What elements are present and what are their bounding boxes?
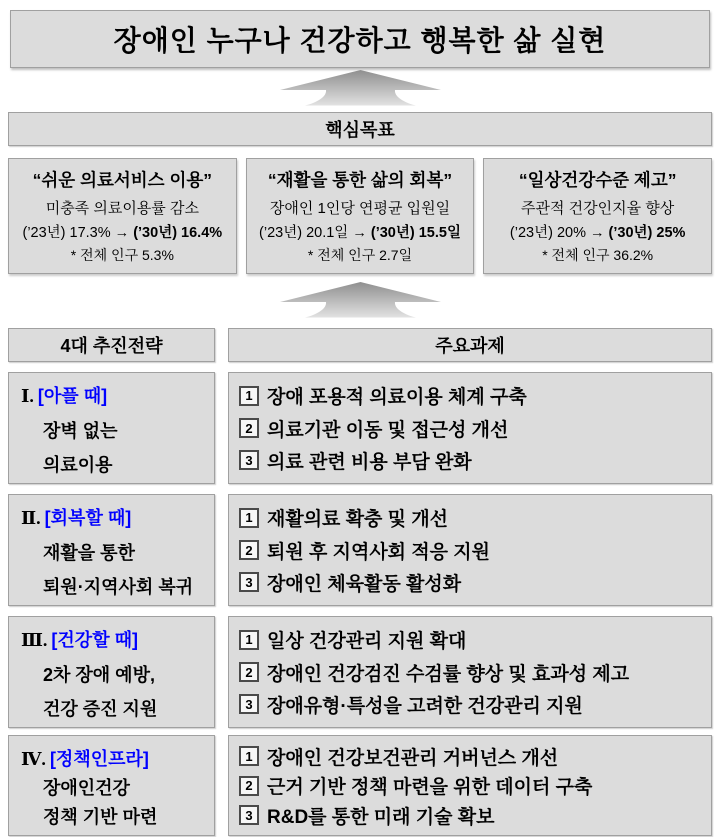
goal-subtitle: 장애인 1인당 연평균 입원일 (269, 200, 451, 217)
task-item (239, 537, 705, 564)
task-text: 의료기관 이동 및 접근성 개선 (267, 419, 509, 441)
task-text: 장애인 체육활동 활성화 (267, 573, 462, 595)
strategy-numeral: Ⅳ. (21, 749, 46, 769)
vision-title-box (10, 10, 710, 68)
strategy-desc: 퇴원·지역사회 복귀 (43, 577, 194, 597)
task-number-badge: 3 (239, 450, 259, 470)
goal-card-rehabilitation (246, 158, 475, 274)
strategy-head (21, 504, 210, 530)
task-item (239, 691, 705, 718)
strategy-card-3 (8, 616, 215, 728)
strategy-row-2 (8, 494, 712, 606)
goal-title: “재활을 통한 삶의 회복” (267, 170, 453, 190)
goal-note: * 전체 인구 5.3% (70, 247, 174, 263)
goal-card-daily-health (483, 158, 712, 274)
strategy-numeral: Ⅲ. (21, 630, 48, 650)
task-number-badge: 3 (239, 805, 259, 825)
strategy-tag: [정책인프라] (49, 749, 149, 769)
task-number-badge: 3 (239, 694, 259, 714)
strategy-card-2 (8, 494, 215, 606)
strategy-head (21, 745, 210, 771)
strategy-numeral: Ⅰ. (21, 386, 34, 406)
task-item (239, 382, 705, 409)
task-text: 장애인 건강검진 수검률 향상 및 효과성 제고 (267, 663, 630, 685)
task-item (239, 504, 705, 531)
goal-note: * 전체 인구 36.2% (542, 247, 654, 263)
up-arrow-2 (8, 280, 712, 318)
goal-title: “일상건강수준 제고” (518, 170, 677, 190)
strategy-head (21, 626, 210, 652)
strategy-numeral: Ⅱ. (21, 508, 41, 528)
task-text: 재활의료 확충 및 개선 (267, 509, 449, 531)
task-number-badge: 2 (239, 776, 259, 796)
goal-metric: (’23년) 20% → (’30년) 25% (509, 225, 686, 241)
task-text: 근거 기반 정책 마련을 위한 데이터 구축 (267, 777, 593, 798)
task-text: R&D를 통한 미래 기술 확보 (267, 806, 495, 828)
strategy-card-1 (8, 372, 215, 484)
task-card-4 (228, 735, 712, 836)
task-number-badge: 1 (239, 746, 259, 766)
task-item (239, 743, 705, 770)
strategy-desc: 장애인건강 (43, 778, 130, 798)
task-text: 장애인 건강보건관리 거버넌스 개선 (267, 747, 559, 769)
strategy-tag: [건강할 때] (51, 630, 138, 650)
goal-metric: (’23년) 20.1일 → (’30년) 15.5일 (259, 225, 461, 241)
strategy-row-1 (8, 372, 712, 484)
task-item (239, 659, 705, 686)
tasks-header: 주요과제 (228, 328, 712, 362)
strategy-desc: 2차 장애 예방, (43, 664, 155, 685)
strategy-desc: 재활을 통한 (43, 542, 135, 563)
task-card-1 (228, 372, 712, 484)
goal-note: * 전체 인구 2.7일 (307, 247, 413, 263)
task-item (239, 447, 705, 474)
task-item (239, 569, 705, 596)
task-item (239, 415, 705, 442)
task-number-badge: 2 (239, 418, 259, 438)
task-text: 장애 포용적 의료이용 체계 구축 (267, 387, 527, 409)
goal-card-medical-access (8, 158, 237, 274)
task-text: 일상 건강관리 지원 확대 (267, 631, 467, 653)
core-goals-header: 핵심목표 (8, 112, 712, 146)
strategies-header: 4대 추진전략 (8, 328, 215, 362)
goal-title: “쉬운 의료서비스 이용” (32, 170, 213, 190)
task-number-badge: 2 (239, 540, 259, 560)
goal-metric: (’23년) 17.3% → (’30년) 16.4% (22, 225, 223, 241)
task-card-3 (228, 616, 712, 728)
vision-title: 장애인 누구나 건강하고 행복한 삶 실현 (113, 25, 607, 56)
strategy-row-3 (8, 616, 712, 728)
task-number-badge: 2 (239, 662, 259, 682)
task-item (239, 626, 705, 653)
up-arrow-icon (273, 70, 448, 106)
strategy-row-4 (8, 735, 712, 836)
columns-header (8, 328, 712, 362)
core-goals-row (8, 158, 712, 274)
task-text: 장애유형·특성을 고려한 건강관리 지원 (267, 695, 583, 717)
task-number-badge: 1 (239, 386, 259, 406)
task-text: 의료 관련 비용 부담 완화 (267, 451, 472, 473)
strategy-desc: 건강 증진 지원 (43, 699, 158, 719)
task-text: 퇴원 후 지역사회 적응 지원 (267, 541, 491, 563)
task-number-badge: 3 (239, 572, 259, 592)
strategy-desc: 장벽 없는 (43, 420, 118, 441)
up-arrow-1 (8, 68, 712, 106)
strategy-tag: [회복할 때] (44, 508, 132, 528)
strategy-tag: [아플 때] (37, 386, 108, 406)
task-number-badge: 1 (239, 630, 259, 650)
strategy-desc: 의료이용 (43, 455, 113, 475)
task-card-2 (228, 494, 712, 606)
strategy-head (21, 382, 210, 408)
strategy-desc: 정책 기반 마련 (43, 807, 158, 827)
goal-subtitle: 미충족 의료이용률 감소 (45, 200, 199, 217)
up-arrow-icon (273, 282, 448, 318)
goal-subtitle: 주관적 건강인지율 향상 (521, 200, 675, 217)
task-item (239, 802, 705, 829)
strategy-card-4 (8, 735, 215, 836)
task-number-badge: 1 (239, 508, 259, 528)
task-item (239, 772, 705, 799)
